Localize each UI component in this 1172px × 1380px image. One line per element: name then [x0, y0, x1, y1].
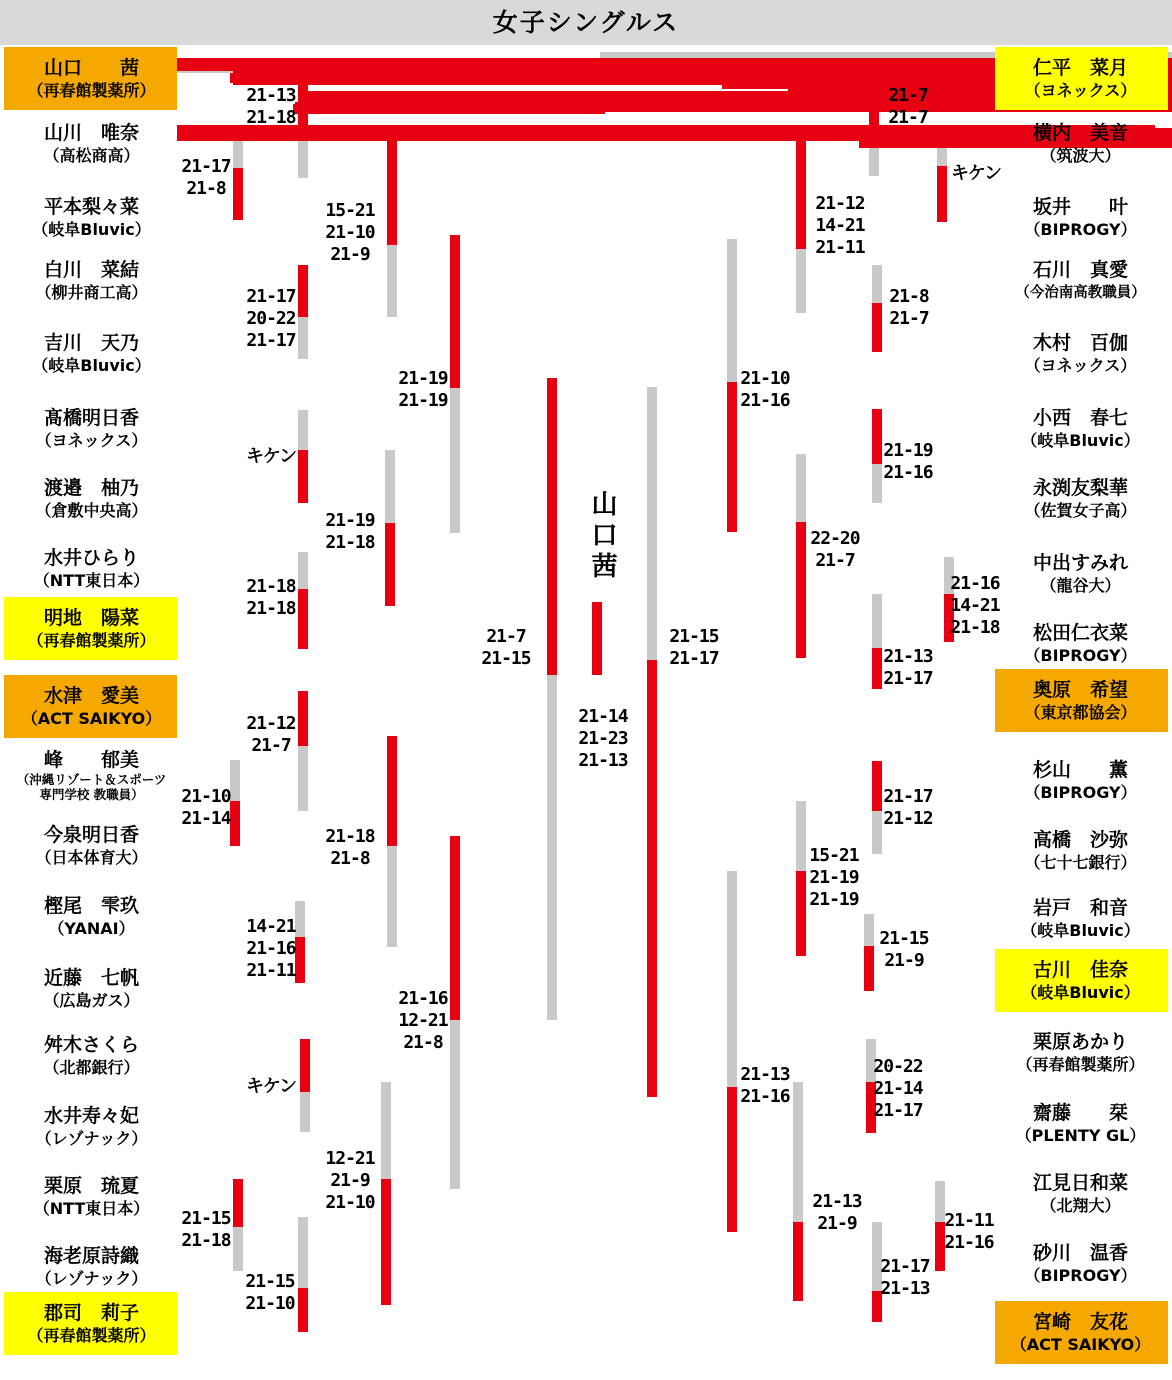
match-score-line: 21-16 [950, 573, 1000, 594]
match-score-line: 21-13 [740, 1064, 790, 1085]
player-club: （今治南高教職員） [1015, 285, 1146, 301]
match-score [780, 193, 900, 259]
match-score [543, 706, 663, 772]
match-score [838, 1056, 958, 1122]
player-name: 山口 茜 [43, 57, 139, 79]
match-score [848, 440, 968, 484]
player-club: （BIPROGY） [1024, 646, 1137, 665]
match-score-line: 21-11 [246, 960, 296, 981]
match-score-line: 21-18 [325, 532, 375, 553]
player-club: （岐阜Bluvic） [32, 220, 151, 239]
match-score-line: 21-19 [398, 368, 448, 389]
player-name: 水津 愛美 [43, 685, 139, 707]
match-score-line: 21-15 [481, 648, 531, 669]
player-name: 海老原詩織 [43, 1245, 139, 1267]
match-score-line: 21-17 [181, 156, 231, 177]
player-box [997, 958, 1164, 1004]
player-box [997, 258, 1164, 304]
match-score [446, 626, 566, 670]
player-club: （高松商高） [43, 146, 140, 165]
player-name: 栗原 琉夏 [43, 1175, 139, 1197]
match-score [146, 156, 266, 200]
match-score [848, 786, 968, 830]
player-club: （龍谷大） [1040, 576, 1121, 595]
match-score-line: 21-10 [325, 1192, 375, 1213]
player-club: （東京都協会） [1024, 703, 1137, 722]
player-club: （岐阜Bluvic） [1021, 431, 1140, 450]
player-name: 渡邉 柚乃 [43, 477, 139, 499]
player-name: 高橋 沙弥 [1032, 829, 1128, 851]
match-score-line: 21-17 [246, 286, 296, 307]
match-score [290, 1148, 410, 1214]
match-score-line: 21-9 [330, 1170, 370, 1191]
player-club: （ACT SAIKYO） [21, 709, 162, 728]
player-box [8, 56, 175, 102]
match-score [211, 85, 331, 129]
player-box [8, 1301, 175, 1347]
player-name: 郡司 莉子 [43, 1302, 139, 1324]
match-score-line: 21-19 [809, 867, 859, 888]
player-name: 明地 陽菜 [43, 607, 139, 629]
match-score-line: 21-12 [883, 808, 933, 829]
player-box [997, 678, 1164, 724]
match-score-line: 21-16 [246, 938, 296, 959]
match-score-line: 21-19 [883, 440, 933, 461]
match-score-line: 21-13 [812, 1191, 862, 1212]
match-score [211, 916, 331, 982]
player-club: （YANAI） [48, 919, 135, 938]
match-score [705, 1064, 825, 1108]
match-score [211, 576, 331, 620]
player-club: （広島ガス） [43, 991, 140, 1010]
player-name: 山川 唯奈 [43, 122, 139, 144]
match-score-line: 21-17 [883, 668, 933, 689]
player-box [997, 195, 1164, 241]
match-score-line: 21-11 [815, 237, 865, 258]
player-box [997, 476, 1164, 522]
match-score-line: 21-7 [888, 107, 928, 128]
player-name: 中出すみれ [1032, 552, 1128, 574]
match-score [848, 85, 968, 129]
match-score-line: 21-9 [330, 244, 370, 265]
match-score [146, 786, 266, 830]
match-score-line: 15-21 [325, 200, 375, 221]
player-club: （七十七銀行） [1024, 853, 1137, 872]
match-score-line: 21-17 [669, 648, 719, 669]
match-score [775, 528, 895, 572]
match-score [848, 646, 968, 690]
player-club: （再春館製薬所） [27, 631, 156, 650]
player-club: （倉敷中央高） [35, 501, 148, 520]
match-score [634, 626, 754, 670]
player-box [8, 546, 175, 592]
match-score-line: 15-21 [809, 845, 859, 866]
match-score-line: 21-13 [883, 646, 933, 667]
match-score [290, 200, 410, 266]
match-score-line: 21-8 [889, 286, 929, 307]
match-score-line: 21-17 [246, 330, 296, 351]
champion-name: 山口茜 [587, 490, 617, 583]
player-name: 坂井 叶 [1032, 196, 1128, 218]
match-score-line: 21-10 [740, 368, 790, 389]
match-score-line: キケン [245, 1076, 297, 1097]
match-score-line: 21-7 [815, 550, 855, 571]
match-score-line: 14-21 [246, 916, 296, 937]
match-score-line: 14-21 [815, 215, 865, 236]
player-box [997, 406, 1164, 452]
player-box [997, 121, 1164, 167]
match-score-line: 20-22 [873, 1056, 923, 1077]
match-score-line: 21-19 [809, 889, 859, 910]
player-name: 平本梨々菜 [43, 196, 139, 218]
match-score-line: 21-12 [815, 193, 865, 214]
match-score [211, 286, 331, 352]
player-name: 近藤 七帆 [43, 967, 139, 989]
match-score [844, 928, 964, 972]
match-score-line: 12-21 [398, 1010, 448, 1031]
match-score-line: 21-16 [398, 988, 448, 1009]
match-score-line: 21-13 [246, 85, 296, 106]
player-club: （ヨネックス） [1024, 81, 1137, 100]
match-score-line: キケン [950, 163, 1002, 184]
player-name: 奥原 希望 [1032, 679, 1128, 701]
player-name: 舛木さくら [43, 1034, 139, 1056]
player-name: 杉山 薫 [1032, 759, 1128, 781]
match-score-line: 21-17 [873, 1100, 923, 1121]
match-score-line: 21-9 [884, 950, 924, 971]
match-score-line: 21-10 [181, 786, 231, 807]
player-club: （NTT東日本） [33, 1199, 150, 1218]
match-score [211, 446, 331, 468]
match-score-line: 21-15 [879, 928, 929, 949]
match-score-line: 21-16 [883, 462, 933, 483]
player-box [8, 966, 175, 1012]
match-score-line: 21-10 [245, 1293, 295, 1314]
player-name: 齋藤 栞 [1032, 1102, 1128, 1124]
match-score-line: 21-18 [246, 107, 296, 128]
player-name: 髙橋明日香 [43, 407, 139, 429]
match-score-line: 21-10 [325, 222, 375, 243]
player-club: （岐阜Bluvic） [1021, 921, 1140, 940]
match-score-line: 21-17 [880, 1256, 930, 1277]
player-club: （北都銀行） [43, 1058, 140, 1077]
player-name: 石川 真愛 [1032, 259, 1128, 281]
match-score [849, 286, 969, 330]
player-name: 今泉明日香 [43, 824, 139, 846]
match-score [915, 573, 1035, 639]
match-score [211, 1076, 331, 1098]
match-score-line: 21-14 [873, 1078, 923, 1099]
player-name: 永渕友梨華 [1032, 477, 1128, 499]
player-name: 吉川 天乃 [43, 332, 139, 354]
match-score-line: 21-9 [817, 1213, 857, 1234]
match-score-line: 21-8 [330, 848, 370, 869]
player-club: （佐賀女子高） [1024, 501, 1137, 520]
player-box [997, 1310, 1164, 1356]
player-box [8, 476, 175, 522]
player-box [8, 195, 175, 241]
bracket-line-winner [727, 1087, 737, 1232]
player-name: 樫尾 雫玖 [43, 895, 139, 917]
player-club: （岐阜Bluvic） [1021, 983, 1140, 1002]
match-score-line: 21-15 [181, 1208, 231, 1229]
match-score-line: 22-20 [810, 528, 860, 549]
player-name: 江見日和菜 [1032, 1172, 1128, 1194]
player-name: 峰 郁美 [43, 749, 139, 771]
player-name: 古川 佳奈 [1032, 959, 1128, 981]
player-name: 宮崎 友花 [1032, 1311, 1128, 1333]
player-club: （岐阜Bluvic） [32, 356, 151, 375]
match-score [916, 163, 1036, 185]
player-name: 岩戸 和音 [1032, 897, 1128, 919]
match-score [363, 368, 483, 412]
player-name: 横内 美音 [1032, 122, 1128, 144]
player-box [8, 1104, 175, 1150]
match-score [290, 510, 410, 554]
match-score-line: 12-21 [325, 1148, 375, 1169]
player-box [8, 684, 175, 730]
match-score-line: 21-18 [950, 617, 1000, 638]
match-score-line: 21-19 [398, 390, 448, 411]
player-box [8, 406, 175, 452]
player-club: （ヨネックス） [35, 431, 148, 450]
match-score-line: 21-7 [889, 308, 929, 329]
player-box [8, 331, 175, 377]
player-club: （再春館製薬所） [27, 81, 156, 100]
player-club: （NTT東日本） [33, 571, 150, 590]
match-score-line: 21-18 [181, 1230, 231, 1251]
match-score-line: 21-14 [181, 808, 231, 829]
match-score-line: 21-18 [246, 598, 296, 619]
player-name: 砂川 温香 [1032, 1242, 1128, 1264]
match-score-line: 21-8 [186, 178, 226, 199]
match-score-line: 21-16 [740, 1086, 790, 1107]
player-name: 水井寿々妃 [43, 1105, 139, 1127]
player-box [997, 828, 1164, 874]
player-club: （柳井商工高） [35, 283, 148, 302]
match-score [211, 713, 331, 757]
player-club: （筑波大） [1040, 146, 1121, 165]
match-score-line: 21-13 [880, 1278, 930, 1299]
match-score-line: 21-19 [325, 510, 375, 531]
match-score [705, 368, 825, 412]
match-score [777, 1191, 897, 1235]
match-score-line: 21-11 [944, 1210, 994, 1231]
player-club: 専門学校 教職員） [39, 787, 144, 802]
player-box [997, 331, 1164, 377]
player-club: （沖縄リゾート＆スポーツ [16, 772, 167, 787]
match-score [210, 1271, 330, 1315]
match-score-line: 20-22 [246, 308, 296, 329]
player-box [997, 758, 1164, 804]
player-name: 小西 春七 [1032, 407, 1128, 429]
player-name: 栗原あかり [1032, 1031, 1128, 1053]
player-club: （PLENTY GL） [1015, 1126, 1146, 1145]
match-score [909, 1210, 1029, 1254]
player-club: （BIPROGY） [1024, 220, 1137, 239]
match-score-line: 21-15 [245, 1271, 295, 1292]
match-score [146, 1208, 266, 1252]
match-score [290, 826, 410, 870]
match-score [363, 988, 483, 1054]
player-name: 水井ひらり [43, 547, 139, 569]
player-club: （レゾナック） [35, 1129, 148, 1148]
player-club: （再春館製薬所） [1016, 1055, 1145, 1074]
player-box [997, 896, 1164, 942]
player-club: （レゾナック） [35, 1269, 148, 1288]
player-name: 白川 菜結 [43, 259, 139, 281]
match-score-line: 21-16 [740, 390, 790, 411]
player-box [997, 1101, 1164, 1147]
player-name: 木村 百伽 [1032, 332, 1128, 354]
player-box [8, 258, 175, 304]
player-club: （日本体育大） [35, 848, 148, 867]
player-box [8, 1033, 175, 1079]
match-score [845, 1256, 965, 1300]
player-club: （BIPROGY） [1024, 1266, 1137, 1285]
match-score-line: キケン [245, 446, 297, 467]
match-score [774, 845, 894, 911]
player-club: （北翔大） [1040, 1196, 1121, 1215]
player-club: （BIPROGY） [1024, 783, 1137, 802]
page-title: 女子シングルス [0, 0, 1172, 45]
match-score-line: 21-7 [888, 85, 928, 106]
match-score-line: 14-21 [950, 595, 1000, 616]
match-score-line: 21-15 [669, 626, 719, 647]
match-score-line: 21-14 [578, 706, 628, 727]
match-score-line: 21-17 [883, 786, 933, 807]
player-name: 仁平 菜月 [1032, 57, 1128, 79]
player-box [997, 56, 1164, 102]
bracket-line-loser [796, 454, 806, 532]
match-score-line: 21-13 [578, 750, 628, 771]
bracket-line-winner [450, 235, 460, 388]
player-club: （ヨネックス） [1024, 356, 1137, 375]
match-score-line: 21-18 [325, 826, 375, 847]
player-club: （再春館製薬所） [27, 1326, 156, 1345]
match-score-line: 21-8 [403, 1032, 443, 1053]
player-box [8, 894, 175, 940]
match-score-line: 21-7 [251, 735, 291, 756]
player-box [8, 606, 175, 652]
player-name: 松田仁衣菜 [1032, 622, 1128, 644]
match-score-line: 21-12 [246, 713, 296, 734]
bracket-line-winner [592, 602, 602, 675]
match-score-line: 21-7 [486, 626, 526, 647]
player-box [997, 1030, 1164, 1076]
match-score-line: 21-18 [246, 576, 296, 597]
match-score-line: 21-16 [944, 1232, 994, 1253]
player-club: （ACT SAIKYO） [1010, 1335, 1151, 1354]
match-score-line: 21-23 [578, 728, 628, 749]
